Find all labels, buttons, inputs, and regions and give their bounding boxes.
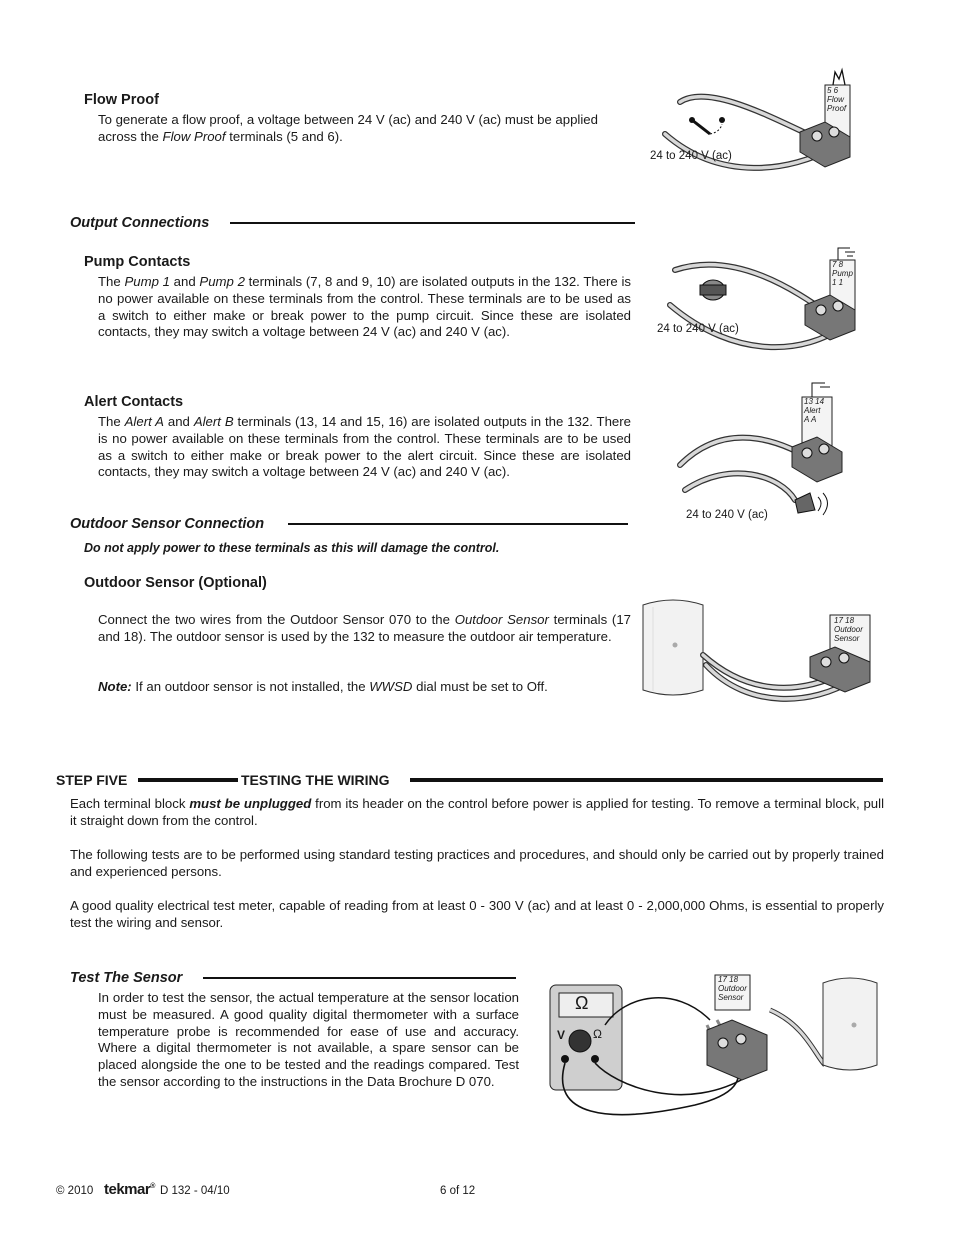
outdoor-sensor-figure xyxy=(638,595,878,705)
footer-copyright: © 2010 xyxy=(56,1185,94,1197)
meter-ohm-label: Ω xyxy=(593,1027,602,1041)
section-rule xyxy=(230,222,635,224)
test-sensor-heading: Test The Sensor xyxy=(70,970,183,986)
footer-page-number: 6 of 12 xyxy=(440,1185,476,1197)
flow-proof-figure xyxy=(640,62,870,177)
alert-contacts-heading: Alert Contacts xyxy=(84,394,184,410)
test-sensor-terminal-label: 17 18 Outdoor Sensor xyxy=(718,975,747,1002)
meter-volt-label: V xyxy=(557,1028,566,1042)
outdoor-sensor-heading: Outdoor Sensor (Optional) xyxy=(84,575,267,591)
alert-terminal-label: 13 14 Alert A A xyxy=(804,397,825,424)
tekmar-logo: tekmar® xyxy=(104,1181,155,1198)
flow-proof-heading: Flow Proof xyxy=(84,92,159,108)
pump-contacts-text: The Pump 1 and Pump 2 terminals (7, 8 and 9, 10) are isolated outputs in the 132. There is no power available on these terminals from the control. These terminals are to be used as a switch to either make or break power to the pump circuit. Since these are isolated contacts, they may switch a voltage between 24 V (ac) and 240 V (ac). xyxy=(98,274,632,340)
outdoor-sensor-note: Note: If an outdoor sensor is not installed, the WWSD dial must be set to Off. xyxy=(98,679,548,694)
test-sensor-text: In order to test the sensor, the actual temperature at the sensor location must be measured. A good quality digital thermometer with a surface temperature probe is recommended for ease of use and accuracy. Where a digital thermometer is not available, a spare sensor can be placed alongside the one to be tested and the readings compared. Test the sensor according to the instructions in the Data Brochure D 070. xyxy=(98,990,519,1089)
alert-contacts-figure xyxy=(670,375,870,530)
flow-proof-text: To generate a flow proof, a voltage between 24 V (ac) and 240 V (ac) must be applied across the Flow Proof terminals (5 and 6). xyxy=(98,112,598,144)
pump-contacts-figure xyxy=(645,240,875,355)
section-rule xyxy=(288,523,628,525)
section-rule xyxy=(203,977,516,979)
output-connections-heading: Output Connections xyxy=(70,215,210,231)
outdoor-sensor-connection-heading: Outdoor Sensor Connection xyxy=(70,516,265,532)
step-five-paragraph-1: Each terminal block must be unplugged from its header on the control before power is applied for testing. To remove a terminal block, pull it straight down from the control. xyxy=(70,796,884,828)
pump-terminal-label: 7 8 Pump 1 1 xyxy=(832,260,853,287)
test-sensor-figure xyxy=(545,965,885,1130)
outdoor-sensor-warning: Do not apply power to these terminals as this will damage the control. xyxy=(84,541,500,555)
step-five-paragraph-2: The following tests are to be performed using standard testing practices and procedures, and should only be carried out by properly trained and experienced persons. xyxy=(70,847,884,879)
pump-voltage-label: 24 to 240 V (ac) xyxy=(657,323,739,335)
meter-display-symbol: Ω xyxy=(575,993,589,1013)
pump-contacts-heading: Pump Contacts xyxy=(84,254,191,270)
outdoor-sensor-text: Connect the two wires from the Outdoor Sensor 070 to the Outdoor Sensor terminals (17 and 18). The outdoor sensor is used by the 132 to measure the outdoor air temperature. xyxy=(98,612,631,644)
step-five-rule-right xyxy=(410,778,883,782)
step-five-title: TESTING THE WIRING xyxy=(241,772,390,788)
alert-voltage-label: 24 to 240 V (ac) xyxy=(686,509,768,521)
footer-doc-number: D 132 - 04/10 xyxy=(160,1185,230,1197)
outdoor-sensor-terminal-label: 17 18 Outdoor Sensor xyxy=(834,616,863,643)
step-five-rule-left xyxy=(138,778,238,782)
step-five-label: STEP FIVE xyxy=(56,772,128,788)
flow-proof-voltage-label: 24 to 240 V (ac) xyxy=(650,150,732,162)
alert-contacts-text: The Alert A and Alert B terminals (13, 14 and 15, 16) are isolated outputs in the 132. There is no power available on these terminals from the control. These terminals are to be used as a switch to either make or break power to the alert circuit. Since these are isolated contacts, they may switch a voltage between 24 V (ac) and 240 V (ac). xyxy=(98,414,631,480)
flow-proof-terminal-label: 5 6 Flow Proof xyxy=(827,86,847,113)
step-five-paragraph-3: A good quality electrical test meter, capable of reading from at least 0 - 300 V (ac) and at least 0 - 2,000,000 Ohms, is essential to properly test the wiring and sensor. xyxy=(70,898,884,930)
